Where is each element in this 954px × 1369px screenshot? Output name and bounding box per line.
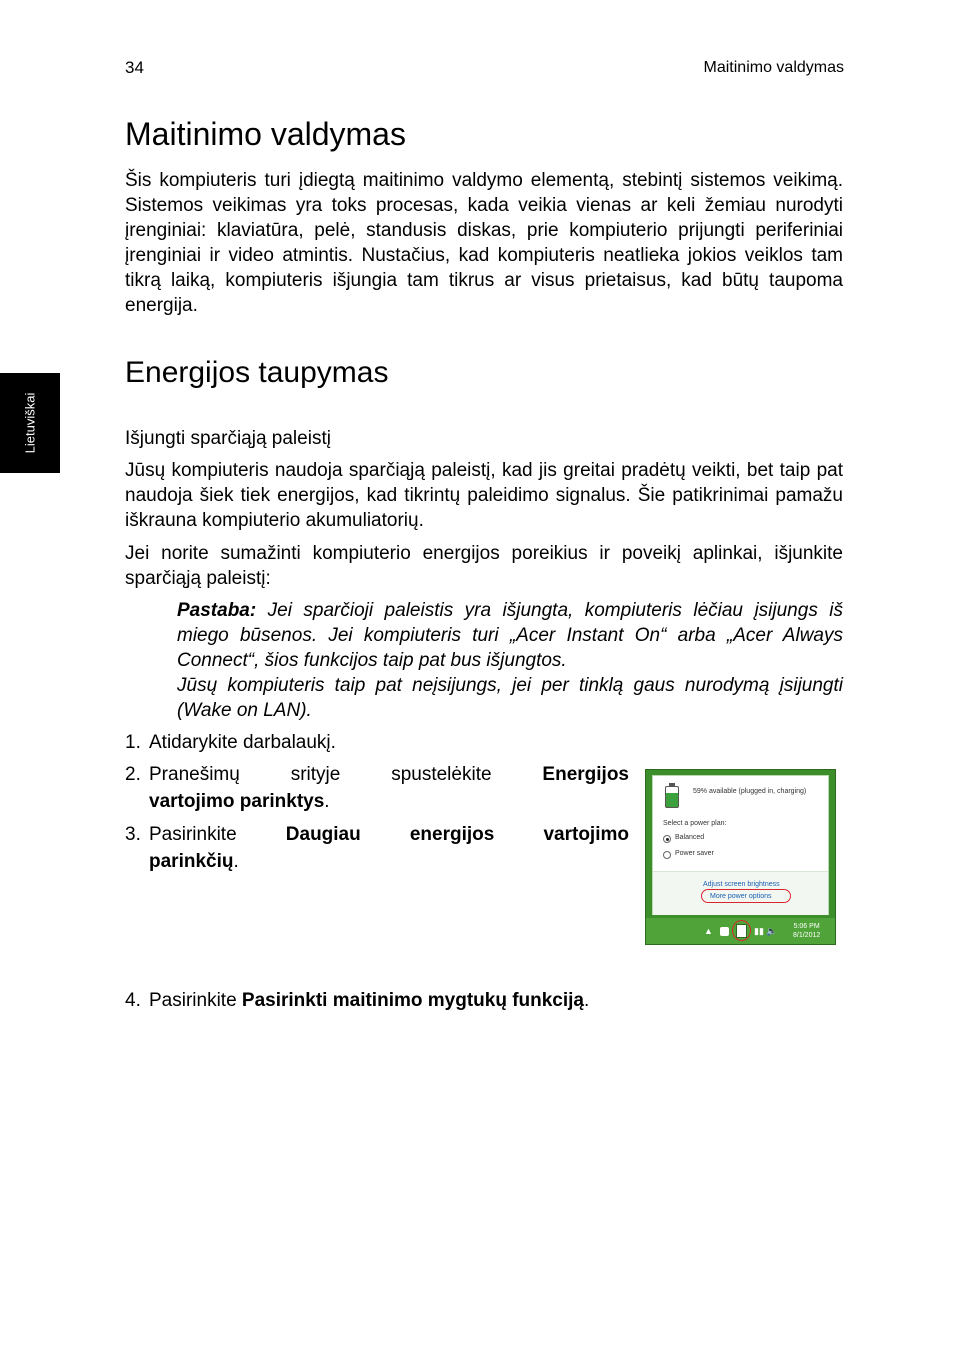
tray-clock[interactable] <box>793 922 820 940</box>
step-end: . <box>324 791 330 812</box>
step-line <box>149 821 629 848</box>
step-line <box>149 848 629 875</box>
note-body-1: Jei sparčioji paleistis yra išjungta, kompiuteris lėčiau įsijungs iš miego būsenos. Jei kompiuteris turi „Acer Instant On“ arba „Acer Always Connect“, šios funkcijos taip pat bus išjungtos. <box>177 600 843 671</box>
plan-balanced-label: Balanced <box>675 834 705 841</box>
clock-time: 5:06 PM <box>793 923 820 930</box>
step-text <box>149 987 589 1014</box>
step-number: 3. <box>125 824 141 845</box>
step-bold-word: parinkčių <box>149 851 234 872</box>
more-power-options-link[interactable]: More power options <box>710 893 772 900</box>
step-line <box>149 761 629 788</box>
step-2 <box>125 761 629 821</box>
step-bold-word: Energijos <box>542 764 629 785</box>
step-number: 4. <box>125 990 141 1011</box>
note-label: Pastaba: <box>177 600 257 621</box>
taskbar <box>646 918 835 944</box>
step-bold-word: vartojimo <box>543 824 629 845</box>
radio-balanced[interactable] <box>663 835 671 843</box>
step-bold-word: Daugiau <box>285 824 361 845</box>
section-heading-energy-saving: Energijos taupymas <box>125 356 389 389</box>
tray-volume-icon[interactable]: 🔈 <box>766 926 778 936</box>
tray-shield-icon[interactable] <box>720 927 729 936</box>
step-end: . <box>233 851 239 872</box>
highlight-circle <box>701 889 791 903</box>
tray-signal-icon[interactable]: ▮▮ <box>754 926 764 936</box>
step-number: 1. <box>125 732 141 753</box>
step-bold: Pasirinkti maitinimo mygtukų funkciją <box>241 990 584 1011</box>
section-heading-power-management: Maitinimo valdymas <box>125 116 406 152</box>
step-word: srityje <box>290 764 341 785</box>
step-number: 2. <box>125 764 141 785</box>
step-word: spustelėkite <box>391 764 492 785</box>
tray-overflow-icon[interactable]: ▲ <box>704 926 713 936</box>
adjust-brightness-link[interactable]: Adjust screen brightness <box>703 881 780 888</box>
step-end: . <box>584 990 590 1011</box>
disable-fast-startup-paragraph: Jei norite sumažinti kompiuterio energijos poreikius ir poveikį aplinkai, išjunkite sparčiąją paleistį: <box>125 543 843 589</box>
side-tab-label: Lietuviškai <box>22 392 38 454</box>
battery-flyout-panel <box>652 775 829 915</box>
note-block <box>177 598 843 723</box>
radio-power-saver[interactable] <box>663 851 671 859</box>
step-text: Atidarykite darbalaukį. <box>149 732 336 753</box>
step-bold-word: vartojimo parinktys <box>149 791 325 812</box>
running-header: Maitinimo valdymas <box>703 59 844 76</box>
clock-date: 8/1/2012 <box>793 932 821 939</box>
step-word: Pasirinkite <box>149 824 237 845</box>
fast-startup-paragraph: Jūsų kompiuteris naudoja sparčiąją paleistį, kad jis greitai pradėtų veikti, bet taip pat naudoja šiek tiek energijos, kad tikrintų paleidimo signalus. Šie patikrinimai pamažu iškrauna kompiuterio akumuliatorių. <box>125 460 843 531</box>
step-text <box>149 761 629 815</box>
power-options-screenshot <box>645 769 836 945</box>
step-line <box>149 788 629 815</box>
step-bold-word: energijos <box>409 824 495 845</box>
step-pre: Pasirinkite <box>149 990 242 1011</box>
battery-icon <box>665 786 679 808</box>
battery-status: 59% available (plugged in, charging) <box>693 788 807 795</box>
note-text-2: Jūsų kompiuteris taip pat neįsijungs, jei per tinklą gaus nurodymą įsijungti (Wake on LAN). <box>177 675 843 721</box>
intro-paragraph: Šis kompiuteris turi įdiegtą maitinimo valdymo elementą, stebintį sistemos veikimą. Sistemos veikimas yra toks procesas, kada veikia vienas ar keli žemiau nurodyti įrenginiai: klaviatūra, pelė, standusis diskas, prie kompiuterio prijungti periferiniai įrenginiai ir video atmintis. Nustačius, kad kompiuteris neatlieka jokios veiklos tam tikrą laiką, kompiuteris išjungia tam tikrus ar visus prietaisus, kad būtų taupoma energija. <box>125 170 843 316</box>
subsection-title: Išjungti sparčiąją paleistį <box>125 428 331 449</box>
highlight-circle <box>732 920 751 941</box>
language-side-tab <box>0 373 60 473</box>
step-text <box>149 821 629 875</box>
step-3 <box>125 821 629 881</box>
plan-saver-label: Power saver <box>675 850 714 857</box>
page-number: 34 <box>125 58 144 77</box>
select-plan-label: Select a power plan: <box>663 820 727 827</box>
step-word: Pranešimų <box>149 764 240 785</box>
note-text-1 <box>177 598 843 673</box>
